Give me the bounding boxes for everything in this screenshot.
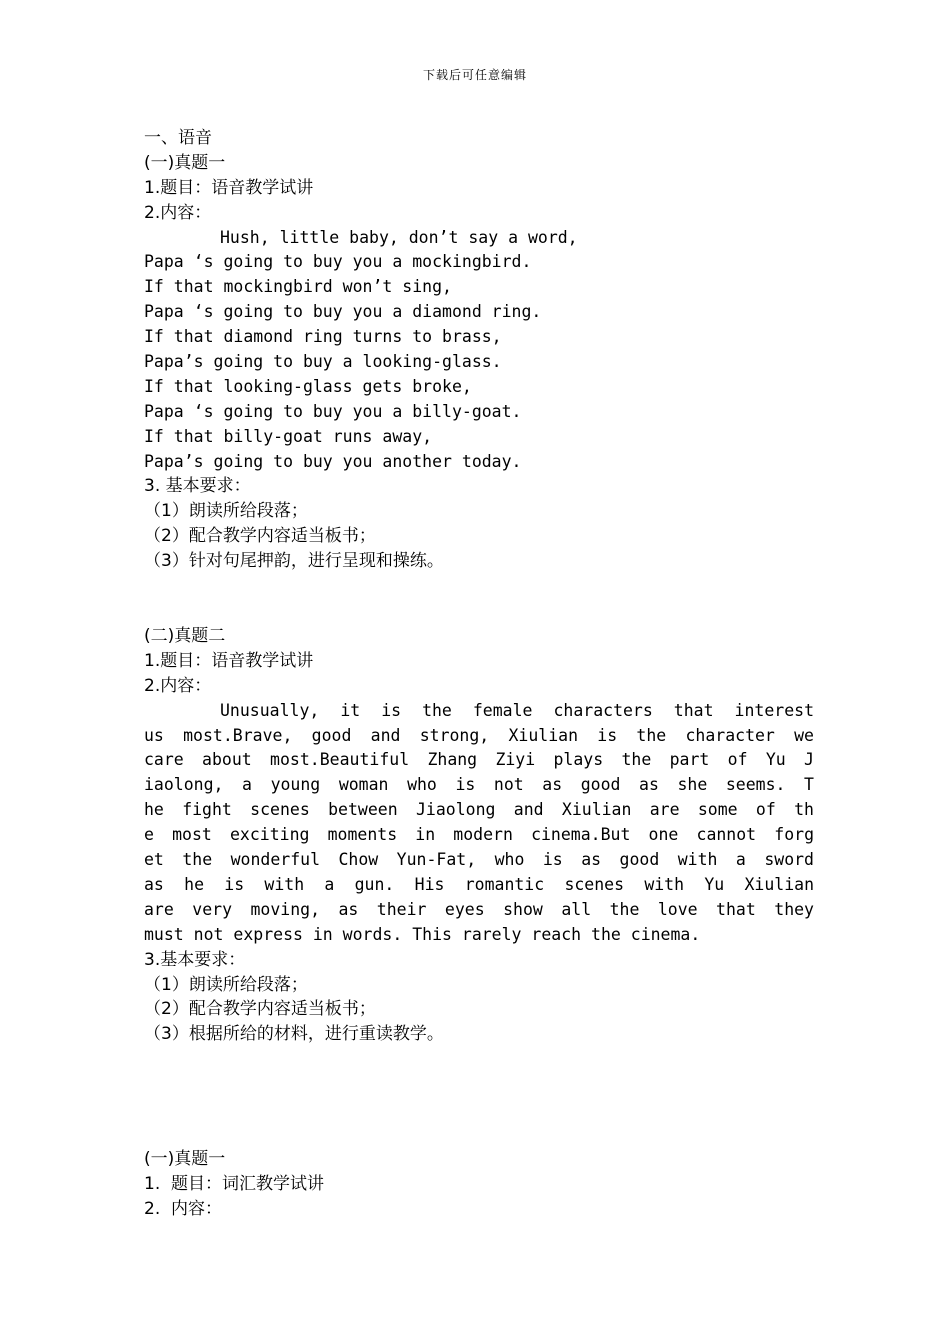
passage-line: care about most.Beautiful Zhang Ziyi plays the part of Yu J [144,750,814,770]
passage-line: et the wonderful Chow Yun-Fat, who is as good with a sword [144,850,814,870]
requirements-label: 3.基本要求： [144,949,246,970]
poem-line: If that mockingbird won’t sing, [144,277,452,297]
passage-line: us most.Brave, good and strong, Xiulian is the character we [144,725,814,745]
requirement-item: （1）朗读所给段落； [144,974,308,995]
question-topic: 1. 题目：词汇教学试讲 [144,1174,325,1195]
requirement-item: （2）配合教学内容适当板书； [144,999,376,1020]
poem-line: Papa’s going to buy a looking-glass. [144,352,502,372]
passage-line: iaolong, a young woman who is not as good as she seems. T [144,775,814,795]
poem-line: Papa ‘s going to buy you a mockingbird. [144,252,532,272]
passage-line: e most exciting moments in modern cinema.But one cannot forg [144,825,814,845]
poem-line: Papa ‘s going to buy you a billy-goat. [144,401,522,421]
passage-line: he fight scenes between Jiaolong and Xiulian are some of th [144,800,814,820]
content-label: 2. 内容： [144,1198,223,1219]
passage-line: are very moving, as their eyes show all the love that they [144,899,814,919]
requirement-item: （3）针对句尾押韵，进行呈现和操练。 [144,551,444,572]
poem-line: Papa’s going to buy you another today. [144,451,522,471]
content-label: 2.内容： [144,202,212,223]
question-heading: (一)真题一 [144,1149,226,1170]
content-label: 2.内容： [144,675,212,696]
document-body [144,126,814,1222]
question-heading: (二)真题二 [144,626,226,647]
poem-line: Papa ‘s going to buy you a diamond ring. [144,302,542,322]
requirement-item: （1）朗读所给段落； [144,501,308,522]
poem-line: If that looking-glass gets broke, [144,376,472,396]
question-topic: 1.题目：语音教学试讲 [144,650,314,671]
poem-line: Hush, little baby, don’t say a word, [220,227,578,247]
page-header: 下载后可任意编辑 [422,68,527,82]
question-topic: 1.题目：语音教学试讲 [144,177,314,198]
poem-line: If that billy-goat runs away, [144,426,433,446]
passage-line: as he is with a gun. His romantic scenes with Yu Xiulian [144,874,814,894]
requirement-item: （2）配合教学内容适当板书； [144,526,376,547]
question-heading: (一)真题一 [144,152,226,173]
passage-line: Unusually, it is the female characters that interest [220,700,814,720]
passage-line: must not express in words. This rarely reach the cinema. [144,924,701,944]
section-title: 一、语音 [144,128,212,148]
poem-line: If that diamond ring turns to brass, [144,327,502,347]
requirement-item: （3）根据所给的材料，进行重读教学。 [144,1024,444,1045]
requirements-label: 3. 基本要求： [144,476,251,497]
